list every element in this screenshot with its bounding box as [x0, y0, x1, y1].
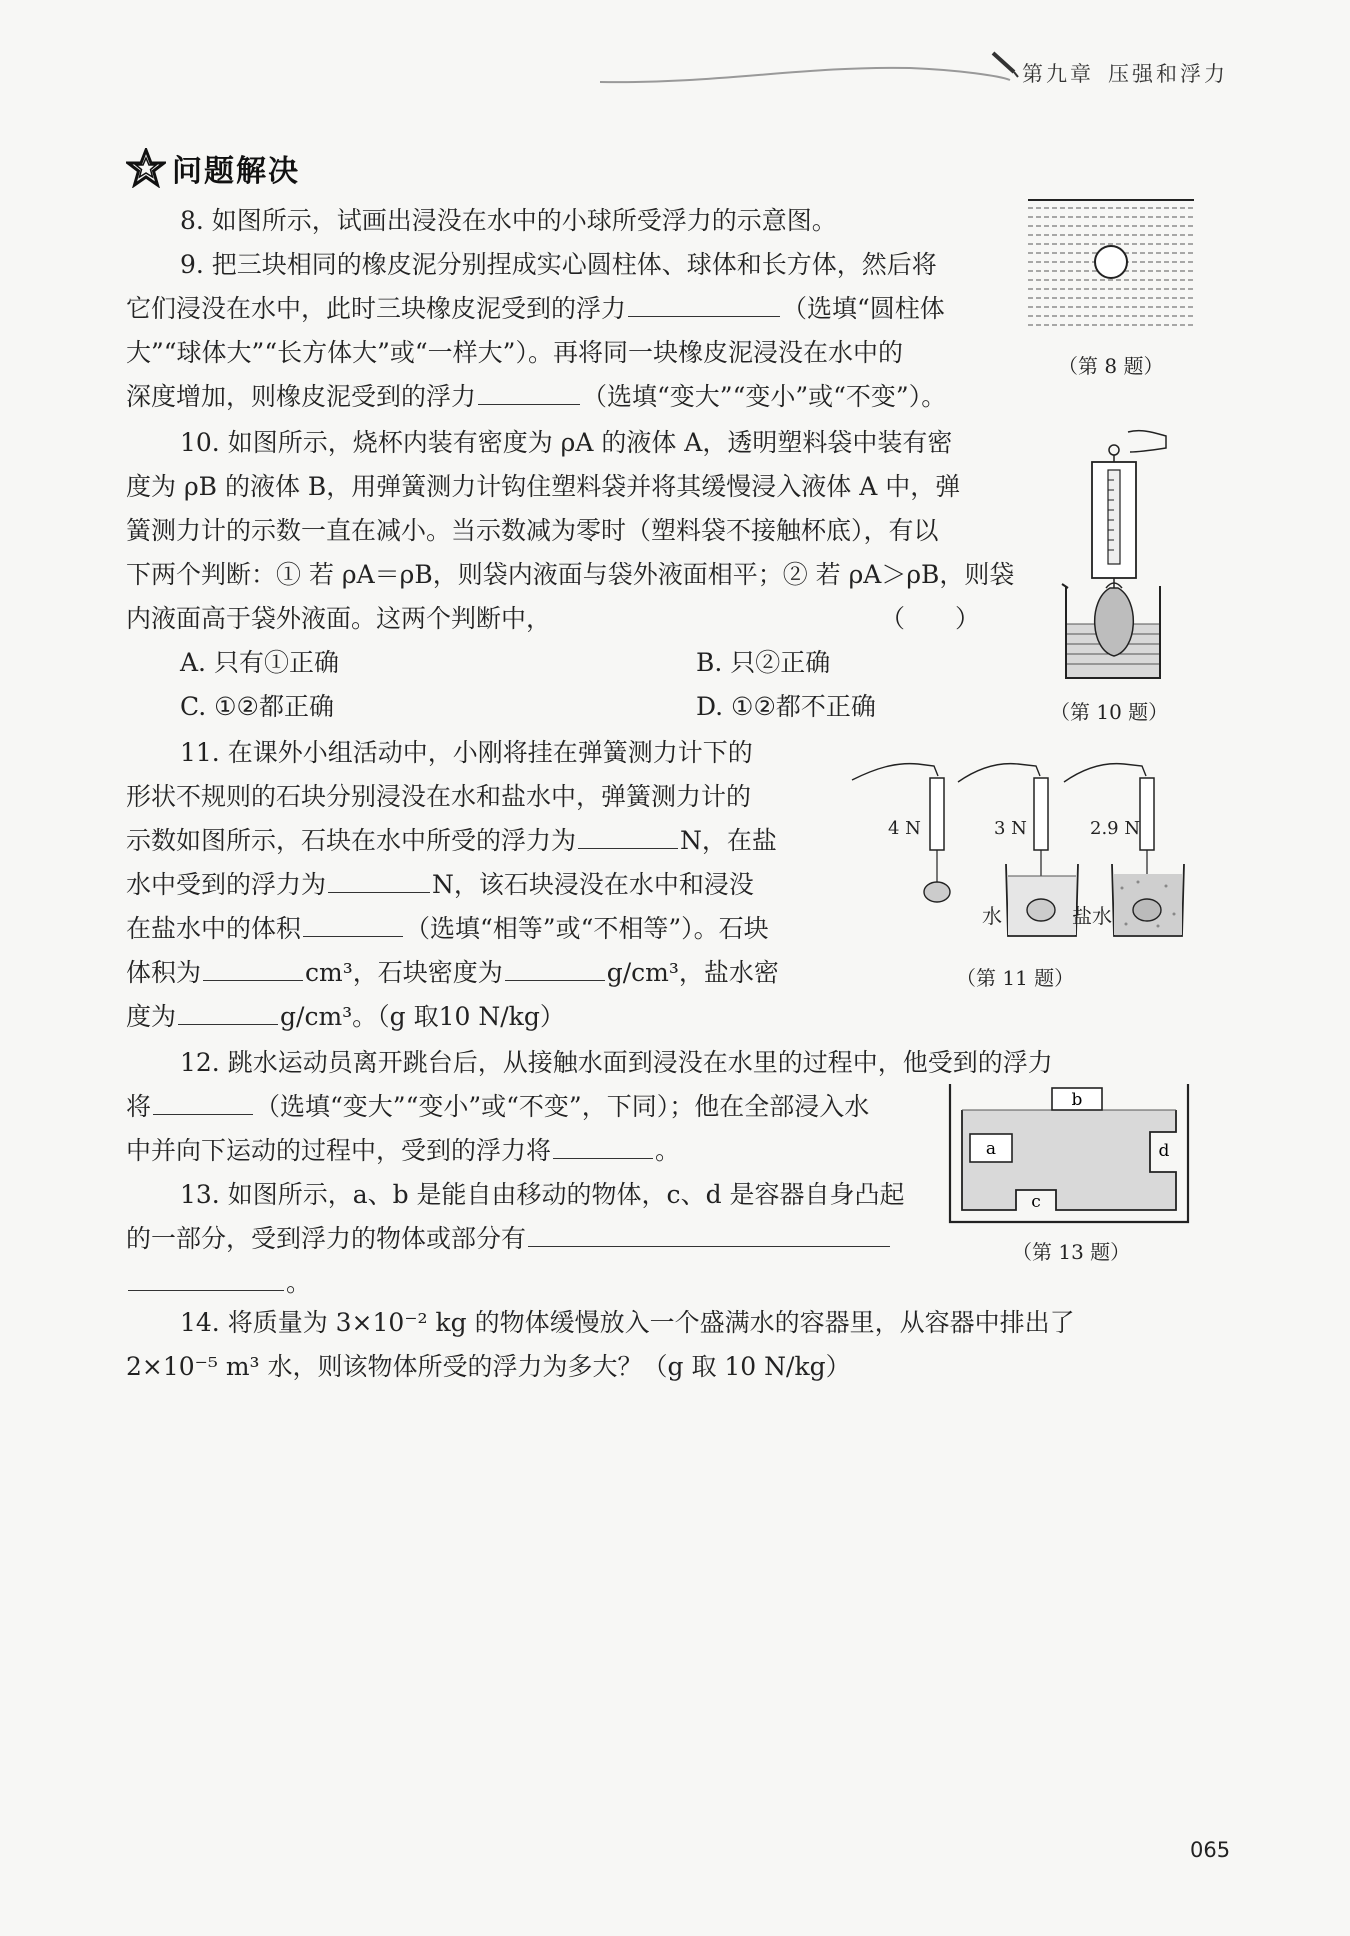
q13-figure: [948, 1082, 1192, 1228]
q11-line4b: N，该石块浸没在水中和浸没: [432, 870, 754, 899]
q11-line3b: N，在盐: [680, 826, 777, 855]
q9-blank-1[interactable]: [628, 286, 780, 317]
q10-option-b[interactable]: B. 只②正确: [696, 648, 831, 677]
q11-blank-2[interactable]: [328, 862, 430, 893]
q9-line4b: （选填“变大”“变小”或“不变”）。: [582, 382, 947, 411]
page-number: 065: [1190, 1838, 1231, 1862]
q13-line1: 13. 如图所示，a、b 是能自由移动的物体，c、d 是容器自身凸起: [180, 1180, 905, 1209]
q11-line6b: cm³，石块密度为: [305, 958, 503, 987]
q10-line1: 10. 如图所示，烧杯内装有密度为 ρA 的液体 A，透明塑料袋中装有密: [180, 428, 953, 457]
q11-line2: 形状不规则的石块分别浸没在水和盐水中，弹簧测力计的: [126, 782, 752, 811]
q11-line1: 11. 在课外小组活动中，小刚将挂在弹簧测力计下的: [180, 738, 753, 767]
q11-line6a: 体积为: [126, 958, 202, 987]
q9-line2b: （选填“圆柱体: [782, 294, 945, 323]
q13-label-d: d: [1158, 1141, 1170, 1161]
q11-blank-3[interactable]: [303, 906, 403, 937]
q10-option-c[interactable]: C. ①②都正确: [180, 692, 334, 721]
q12-line2a: 将: [126, 1092, 152, 1121]
q12-blank-2[interactable]: [553, 1128, 653, 1159]
q10-line2: 度为 ρB 的液体 B，用弹簧测力计钩住塑料袋并将其缓慢浸入液体 A 中，弹: [126, 472, 961, 501]
q10-caption: （第 10 题）: [1050, 700, 1169, 724]
q9-line1: 9. 把三块相同的橡皮泥分别捏成实心圆柱体、球体和长方体，然后将: [180, 250, 937, 279]
q11-line6c: g/cm³，盐水密: [606, 958, 779, 987]
q11-figure: [846, 754, 1190, 944]
q13-caption: （第 13 题）: [1012, 1240, 1131, 1264]
q14-line2: 2×10⁻⁵ m³ 水，则该物体所受的浮力为多大？（g 取 10 N/kg）: [126, 1352, 851, 1381]
q9-line2a: 它们浸没在水中，此时三块橡皮泥受到的浮力: [126, 294, 627, 323]
q11-reading-3: 2.9 N: [1090, 818, 1141, 839]
q8-caption: （第 8 题）: [1058, 354, 1164, 378]
pen-icon: [990, 50, 1020, 80]
q9-blank-2[interactable]: [478, 374, 580, 405]
star-outline-icon: [126, 148, 166, 188]
q9-line3: 大”“球体大”“长方体大”或“一样大”）。再将同一块橡皮泥浸没在水中的: [126, 338, 903, 367]
q10-answer-paren[interactable]: （ ）: [880, 604, 981, 633]
q13-blank-1a[interactable]: [528, 1216, 890, 1247]
q11-blank-4[interactable]: [203, 950, 303, 981]
q10-option-d[interactable]: D. ①②都不正确: [696, 692, 876, 721]
q11-reading-2: 3 N: [994, 818, 1027, 839]
q11-line3a: 示数如图所示，石块在水中所受的浮力为: [126, 826, 577, 855]
q12-line3b: 。: [655, 1136, 681, 1165]
q11-line7a: 度为: [126, 1002, 177, 1031]
q11-line7b: g/cm³。（g 取10 N/kg）: [280, 1002, 565, 1031]
q13-blank-1b[interactable]: [128, 1260, 284, 1291]
q8-figure: [1028, 198, 1194, 326]
q10-line5: 内液面高于袋外液面。这两个判断中，: [126, 604, 552, 633]
q11-caption: （第 11 题）: [956, 966, 1075, 990]
q13-label-b: b: [1071, 1090, 1083, 1110]
q12-line1: 12. 跳水运动员离开跳台后，从接触水面到浸没在水里的过程中，他受到的浮力: [180, 1048, 1053, 1077]
q11-reading-1: 4 N: [888, 818, 921, 839]
q14-line1: 14. 将质量为 3×10⁻² kg 的物体缓慢放入一个盛满水的容器里，从容器中排出了: [180, 1308, 1075, 1337]
q11-label-water: 水: [982, 904, 1002, 928]
chapter-label: 第九章: [1022, 62, 1094, 86]
q10-line4: 下两个判断：① 若 ρA＝ρB，则袋内液面与袋外液面相平；② 若 ρA＞ρB，则袋: [126, 560, 1015, 589]
q13-label-c: c: [1031, 1192, 1041, 1212]
q12-blank-1[interactable]: [153, 1084, 253, 1115]
q11-line4a: 水中受到的浮力为: [126, 870, 327, 899]
q12-line3a: 中并向下运动的过程中，受到的浮力将: [126, 1136, 552, 1165]
q10-line3: 簧测力计的示数一直在减小。当示数减为零时（塑料袋不接触杯底），有以: [126, 516, 939, 545]
q12-line2b: （选填“变大”“变小”或“不变”，下同）；他在全部浸入水: [255, 1092, 870, 1121]
chapter-title: 压强和浮力: [1108, 62, 1228, 86]
q10-option-a[interactable]: A. 只有①正确: [180, 648, 339, 677]
section-title: 问题解决: [172, 154, 300, 189]
q11-label-saltwater: 盐水: [1072, 904, 1112, 928]
q11-blank-1[interactable]: [578, 818, 678, 849]
q11-blank-5[interactable]: [505, 950, 605, 981]
q11-blank-6[interactable]: [178, 994, 278, 1025]
q10-figure: [1048, 428, 1168, 686]
header-swoosh: [600, 40, 1020, 90]
q9-line4a: 深度增加，则橡皮泥受到的浮力: [126, 382, 477, 411]
q11-line5b: （选填“相等”或“不相等”）。石块: [405, 914, 769, 943]
q11-line5a: 在盐水中的体积: [126, 914, 302, 943]
q8-text: 8. 如图所示，试画出浸没在水中的小球所受浮力的示意图。: [180, 206, 837, 235]
q13-line3: 。: [286, 1268, 312, 1297]
q13-line2: 的一部分，受到浮力的物体或部分有: [126, 1224, 527, 1253]
q13-label-a: a: [985, 1139, 997, 1159]
